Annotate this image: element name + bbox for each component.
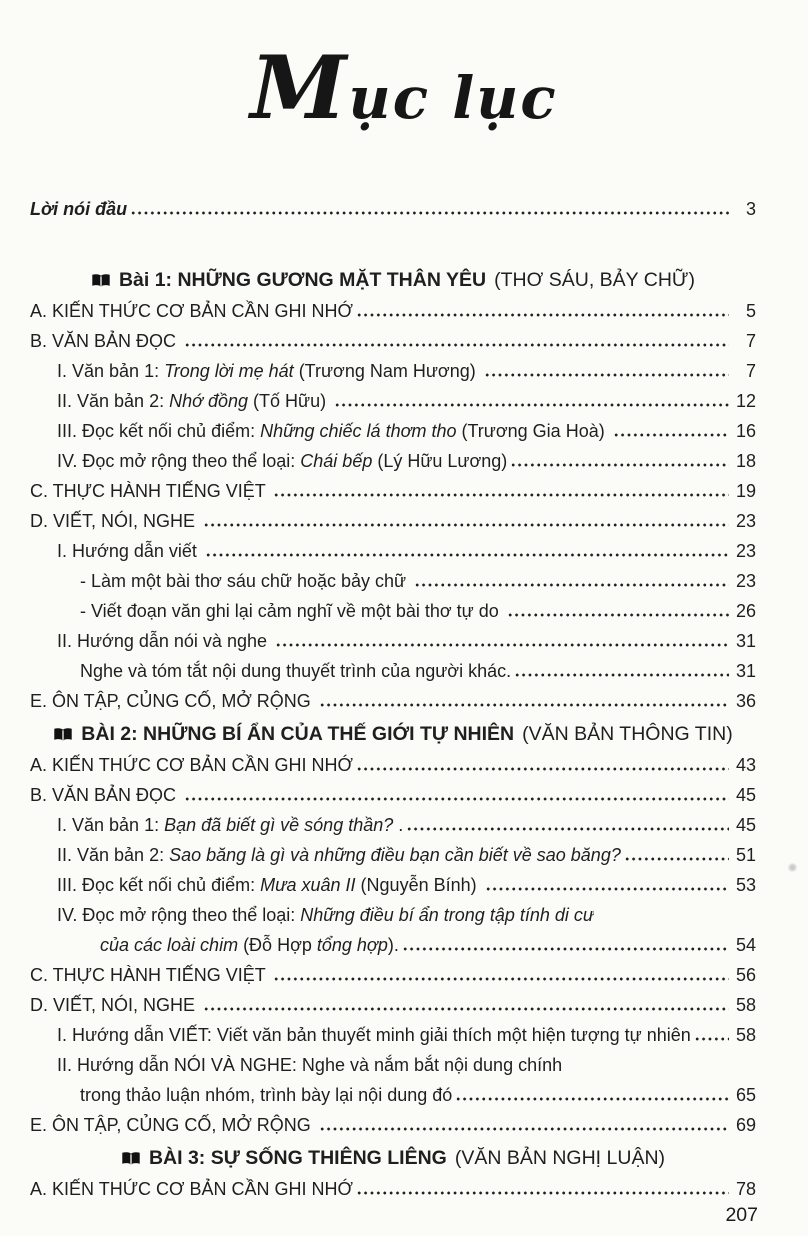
dot-leader — [402, 930, 729, 960]
entry-text: D. VIẾT, NÓI, NGHE — [30, 511, 201, 531]
entry-text: trong thảo luận nhóm, trình bày lại nội dung đó — [80, 1085, 453, 1105]
toc-entry — [30, 536, 756, 566]
toc-entry — [30, 476, 756, 506]
scan-artifact — [787, 863, 798, 872]
toc-entry — [30, 686, 756, 716]
page-ref: 58 — [735, 995, 756, 1015]
page-ref: 26 — [735, 601, 756, 621]
page-ref: 18 — [735, 451, 756, 471]
entry-text: Nhớ đồng — [169, 391, 249, 411]
page-ref: 23 — [735, 511, 756, 531]
entry-text: A. KIẾN THỨC CƠ BẢN CẦN GHI NHỚ — [30, 1179, 353, 1199]
dot-leader — [184, 780, 729, 810]
entry-label — [57, 536, 202, 566]
toc-entry — [30, 656, 756, 686]
entry-text: II. Văn bản 2: — [57, 845, 170, 865]
toc-entry — [30, 446, 756, 476]
entry-label — [30, 960, 270, 990]
entry-text: (VĂN BẢN THÔNG TIN) — [522, 723, 733, 745]
toc-entry — [30, 840, 756, 870]
dot-leader — [319, 1110, 729, 1140]
chapter-heading — [30, 1142, 756, 1174]
entry-label — [30, 506, 200, 536]
entry-label — [80, 596, 504, 626]
entry-text: (Trương Gia Hoà) — [456, 421, 610, 441]
entry-text: Mưa xuân II — [260, 875, 356, 895]
entry-text: BÀI 2: NHỮNG BÍ ẨN CỦA THẾ GIỚI TỰ NHIÊN — [81, 723, 515, 745]
entry-text: (Đỗ Hợp — [238, 935, 317, 955]
page-ref: 31 — [735, 631, 756, 651]
page-ref: 78 — [735, 1179, 756, 1199]
entry-text: E. ÔN TẬP, CỦNG CỐ, MỞ RỘNG — [30, 1115, 316, 1135]
entry-text: I. Văn bản 1: — [57, 361, 165, 381]
toc-entry — [30, 566, 756, 596]
toc-entry — [30, 930, 756, 960]
entry-label — [57, 626, 272, 656]
entry-label — [57, 810, 403, 840]
entry-text: IV. Đọc mở rộng theo thể loại: — [57, 905, 301, 925]
page-ref: 5 — [745, 301, 756, 321]
dot-leader — [613, 416, 729, 446]
open-book-icon — [53, 727, 73, 742]
entry-text: Bài 1: NHỮNG GƯƠNG MẶT THÂN YÊU — [118, 269, 487, 291]
entry-label — [30, 686, 316, 716]
entry-text: II. Hướng dẫn NÓI VÀ NGHE: Nghe và nắm bắt nội dung chính — [57, 1055, 563, 1075]
toc-entry — [30, 326, 756, 356]
page-ref: 12 — [735, 391, 756, 411]
dot-leader — [184, 326, 729, 356]
chapter-heading — [30, 264, 756, 296]
dot-leader — [484, 356, 729, 386]
entry-text: Bạn đã biết gì về sóng thần? — [164, 815, 394, 835]
entry-label — [57, 870, 482, 900]
entry-text: A. KIẾN THỨC CƠ BẢN CẦN GHI NHỚ — [30, 755, 353, 775]
entry-text: C. THỰC HÀNH TIẾNG VIỆT — [30, 481, 271, 501]
dot-leader — [203, 506, 729, 536]
page-ref: 65 — [735, 1085, 756, 1105]
toc-entry — [30, 750, 756, 780]
entry-label — [30, 990, 200, 1020]
toc-entry — [30, 900, 756, 930]
entry-label — [30, 1110, 316, 1140]
entry-text: (Trương Nam Hương) — [293, 361, 481, 381]
page-ref: 58 — [735, 1025, 756, 1045]
dot-leader — [514, 656, 729, 686]
entry-text: C. THỰC HÀNH TIẾNG VIỆT — [30, 965, 271, 985]
page-ref: 56 — [735, 965, 756, 985]
entry-text: II. Hướng dẫn nói và nghe — [57, 631, 272, 651]
open-book-icon — [91, 273, 111, 288]
toc-entry — [30, 194, 756, 224]
page-ref: 53 — [735, 875, 756, 895]
entry-label — [57, 446, 507, 476]
toc-entry — [30, 870, 756, 900]
entry-text: BÀI 3: SỰ SỐNG THIÊNG LIÊNG — [148, 1147, 447, 1169]
entry-text: Những chiếc lá thơm tho — [260, 421, 457, 441]
entry-text: B. VĂN BẢN ĐỌC — [30, 785, 182, 805]
entry-text: I. Văn bản 1: — [57, 815, 165, 835]
entry-text: Trong lời mẹ hát — [164, 361, 294, 381]
entry-label — [57, 840, 621, 870]
entry-text: (THƠ SÁU, BẢY CHỮ) — [494, 269, 696, 291]
entry-label — [57, 356, 481, 386]
page-ref: 16 — [735, 421, 756, 441]
page-ref: 19 — [735, 481, 756, 501]
dot-leader — [319, 686, 729, 716]
dot-leader — [624, 840, 729, 870]
entry-text: Nghe và tóm tắt nội dung thuyết trình của người khác. — [80, 661, 512, 681]
toc-entry — [30, 386, 756, 416]
entry-text: D. VIẾT, NÓI, NGHE — [30, 995, 201, 1015]
page-ref: 43 — [735, 755, 756, 775]
entry-label — [30, 326, 181, 356]
entry-text: (VĂN BẢN NGHỊ LUẬN) — [454, 1147, 666, 1169]
page-ref: 23 — [735, 571, 756, 591]
entry-text: III. Đọc kết nối chủ điểm: — [57, 875, 261, 895]
dot-leader — [694, 1020, 729, 1050]
dot-leader — [205, 536, 729, 566]
toc-list — [30, 194, 756, 1204]
entry-label — [57, 1020, 691, 1050]
entry-label — [30, 194, 127, 224]
toc-entry — [30, 1020, 756, 1050]
toc-entry — [30, 356, 756, 386]
entry-text: ). — [387, 935, 399, 955]
entry-text: III. Đọc kết nối chủ điểm: — [57, 421, 261, 441]
toc-entry — [30, 990, 756, 1020]
dot-leader — [203, 990, 729, 1020]
dot-leader — [510, 446, 729, 476]
toc-entry — [30, 506, 756, 536]
page-ref: 45 — [735, 785, 756, 805]
dot-leader — [130, 194, 729, 224]
page-ref: 36 — [735, 691, 756, 711]
entry-text: - Viết đoạn văn ghi lại cảm nghĩ về một bài thơ tự do — [80, 601, 504, 621]
entry-text: tổng hợp — [316, 935, 388, 955]
open-book-icon — [121, 1151, 141, 1166]
toc-entry — [30, 596, 756, 626]
dot-leader — [273, 476, 729, 506]
dot-leader — [275, 626, 729, 656]
dot-leader — [507, 596, 729, 626]
entry-text: của các loài chim — [100, 935, 239, 955]
toc-entry — [30, 780, 756, 810]
page-ref: 23 — [735, 541, 756, 561]
dot-leader — [485, 870, 729, 900]
entry-label — [80, 1080, 452, 1110]
page-ref: 7 — [745, 361, 756, 381]
entry-text: A. KIẾN THỨC CƠ BẢN CẦN GHI NHỚ — [30, 301, 353, 321]
toc-entry — [30, 810, 756, 840]
entry-label — [57, 900, 594, 930]
entry-text: I. Hướng dẫn VIẾT: Viết văn bản thuyết minh giải thích một hiện tượng tự nhiên — [57, 1025, 691, 1045]
dot-leader — [356, 750, 729, 780]
entry-label — [57, 1050, 562, 1080]
entry-text: (Lý Hữu Lương) — [372, 451, 508, 471]
entry-text: Những điều bí ẩn trong tập tính di cư — [300, 905, 595, 925]
page-number: 207 — [725, 1204, 758, 1226]
toc-entry — [30, 960, 756, 990]
dot-leader — [334, 386, 729, 416]
dot-leader — [455, 1080, 729, 1110]
page-ref: 7 — [745, 331, 756, 351]
entry-label — [80, 566, 411, 596]
entry-text: . — [393, 815, 404, 835]
page-ref: 54 — [735, 935, 756, 955]
entry-text: Lời nói đầu — [30, 199, 128, 219]
page-ref: 51 — [735, 845, 756, 865]
toc-entry — [30, 1110, 756, 1140]
entry-label — [57, 416, 610, 446]
entry-text: - Làm một bài thơ sáu chữ hoặc bảy chữ — [80, 571, 412, 591]
entry-label — [30, 750, 353, 780]
entry-label — [30, 780, 181, 810]
dot-leader — [356, 296, 729, 326]
page-ref: 31 — [735, 661, 756, 681]
page-ref: 69 — [735, 1115, 756, 1135]
entry-label — [30, 296, 353, 326]
entry-text: IV. Đọc mở rộng theo thể loại: — [57, 451, 301, 471]
entry-text: Chái bếp — [300, 451, 373, 471]
dot-leader — [406, 810, 729, 840]
entry-label — [57, 386, 331, 416]
toc-entry — [30, 416, 756, 446]
entry-text: Sao băng là gì và những điều bạn cần biết về sao băng? — [169, 845, 621, 865]
toc-entry — [30, 296, 756, 326]
page-title: Mục lục — [250, 36, 558, 139]
entry-text: E. ÔN TẬP, CỦNG CỐ, MỞ RỘNG — [30, 691, 316, 711]
entry-text: B. VĂN BẢN ĐỌC — [30, 331, 182, 351]
page-ref: 3 — [745, 199, 756, 219]
entry-label — [30, 476, 270, 506]
dot-leader — [273, 960, 729, 990]
entry-text: II. Văn bản 2: — [57, 391, 170, 411]
entry-text: (Tố Hữu) — [248, 391, 332, 411]
chapter-heading — [30, 718, 756, 750]
entry-text: I. Hướng dẫn viết — [57, 541, 202, 561]
toc-entry — [30, 1050, 756, 1080]
entry-label — [80, 656, 511, 686]
dot-leader — [414, 566, 729, 596]
toc-entry — [30, 1080, 756, 1110]
page-ref: 45 — [735, 815, 756, 835]
entry-text: (Nguyễn Bính) — [355, 875, 482, 895]
toc-entry — [30, 626, 756, 656]
entry-label — [100, 930, 399, 960]
